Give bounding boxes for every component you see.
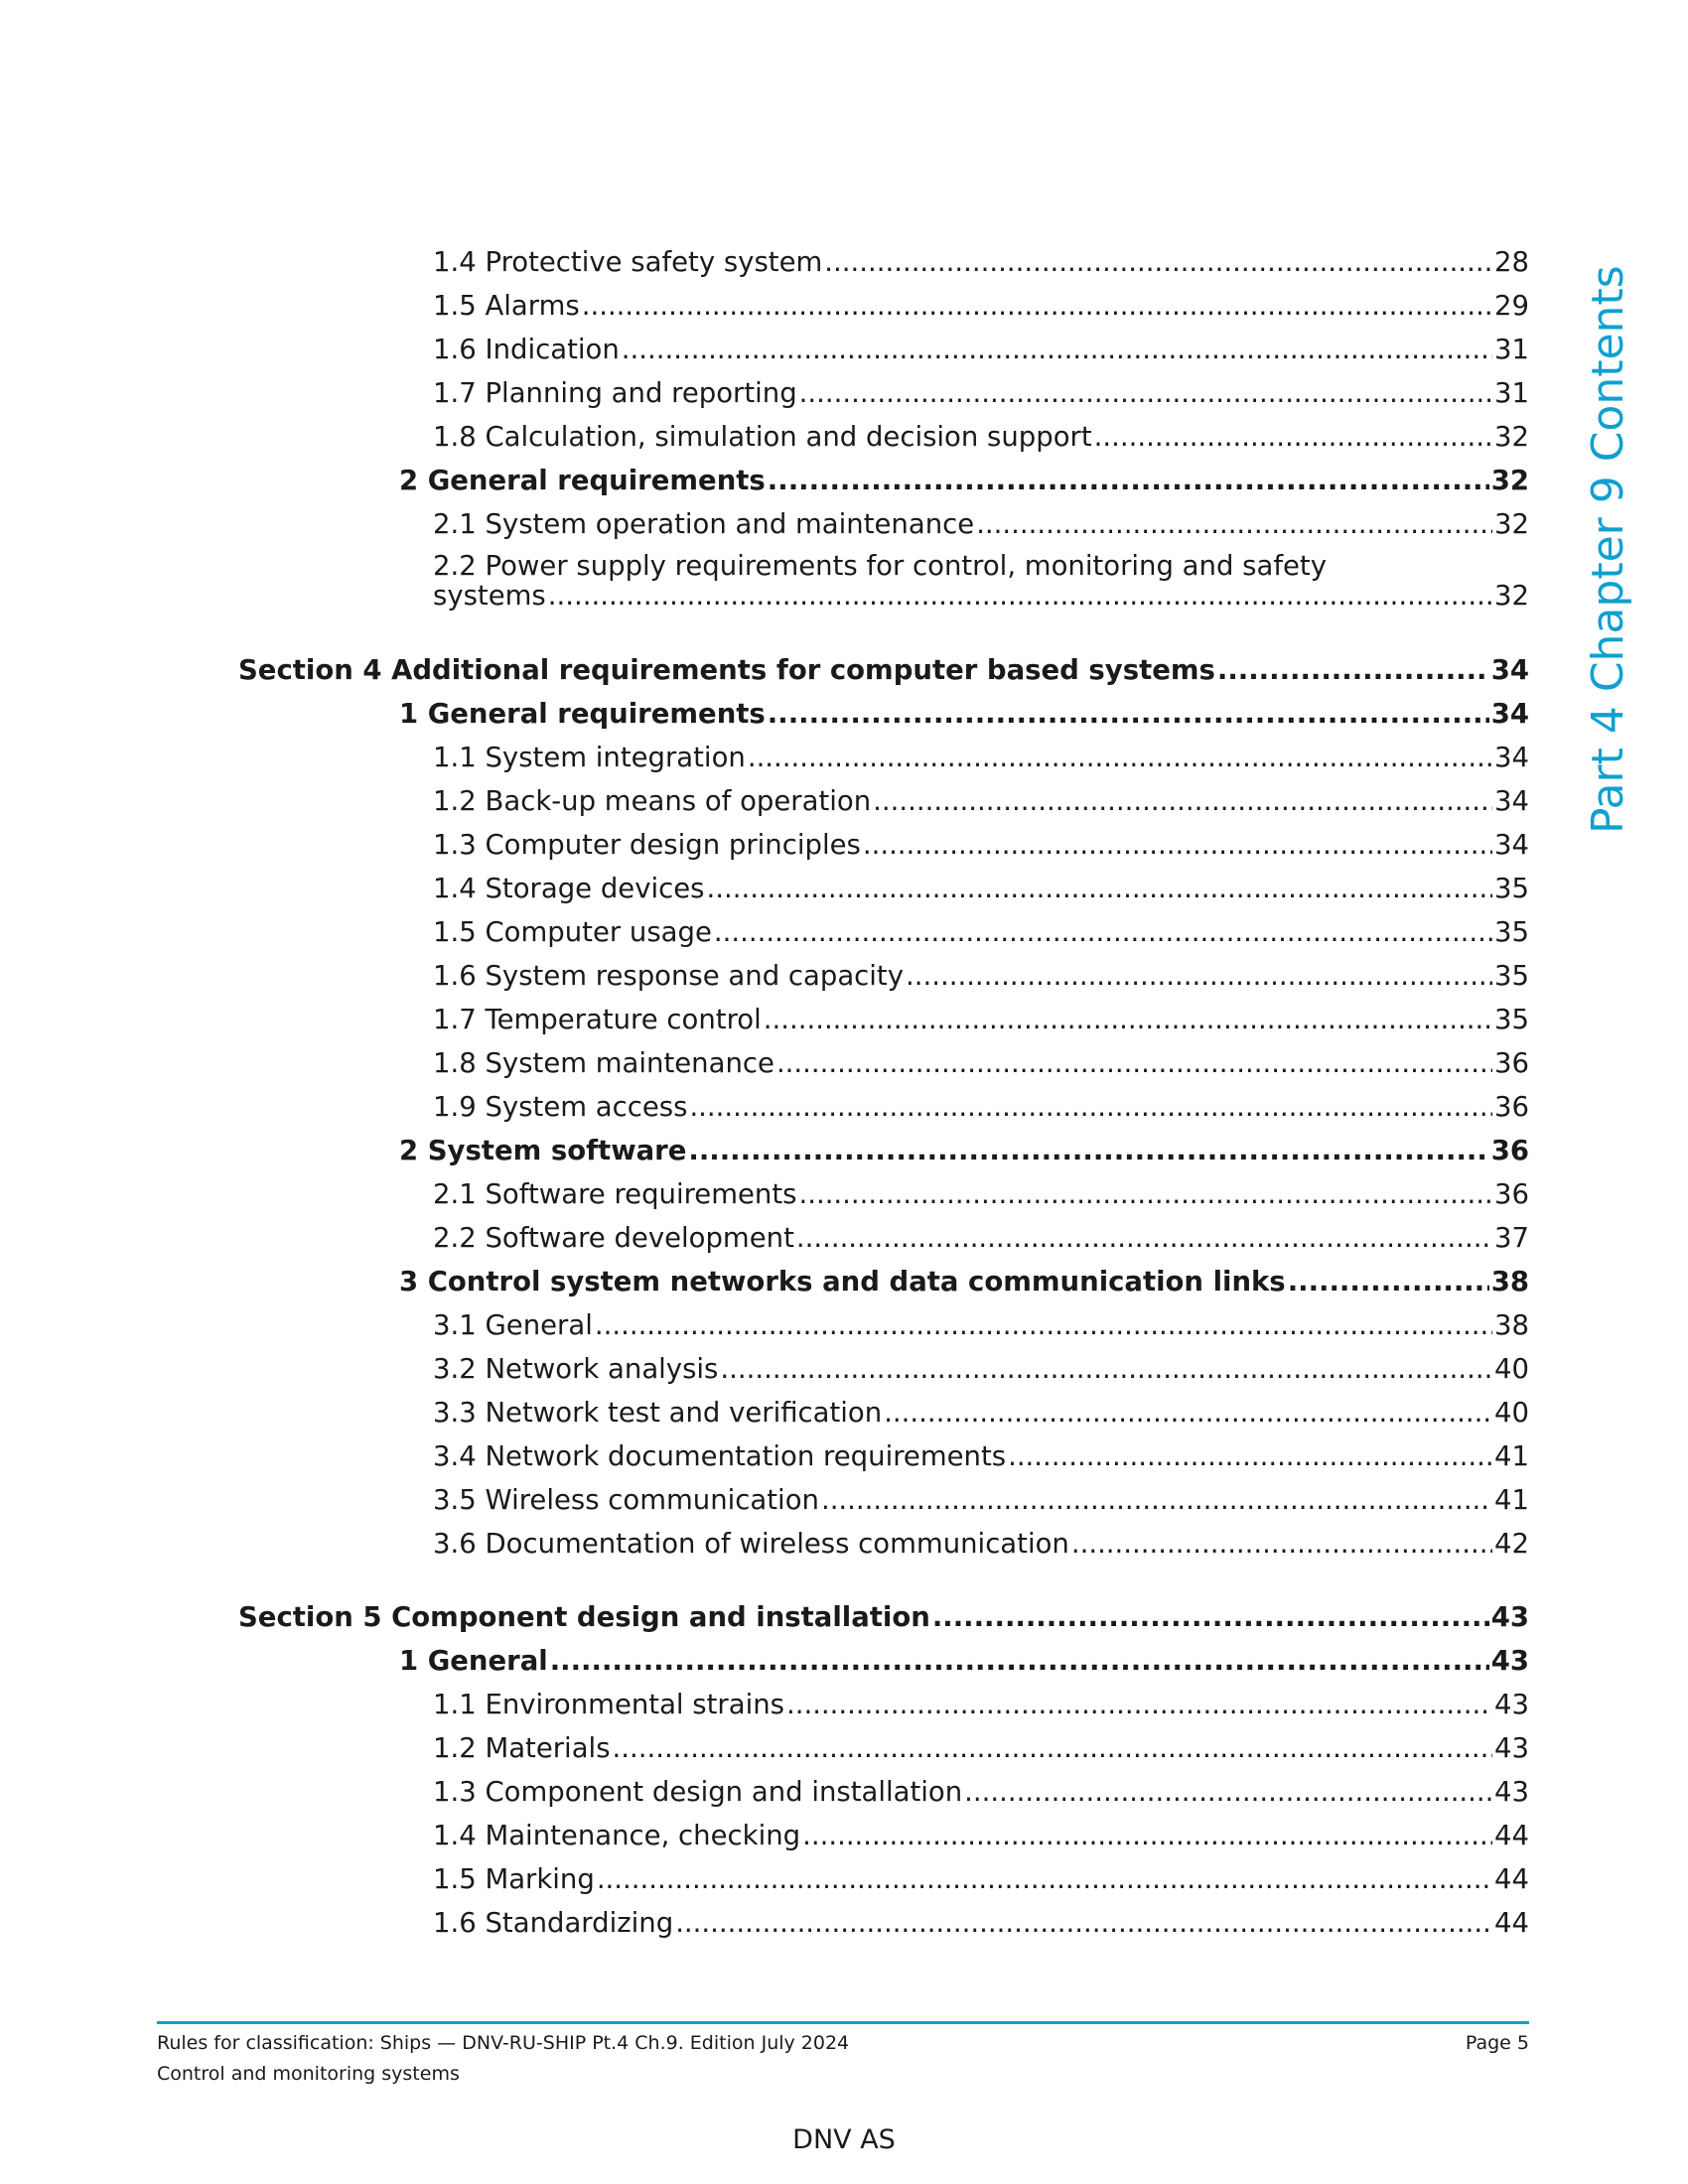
toc-entry-label: 3.4 Network documentation requirements <box>433 1440 1007 1472</box>
toc-entry-page: 43 <box>1490 1601 1529 1633</box>
dot-leader <box>597 1862 1492 1896</box>
toc-entry[interactable] <box>399 1642 1529 1678</box>
toc-entry-page: 32 <box>1494 421 1529 453</box>
toc-entry[interactable] <box>433 1481 1529 1517</box>
toc-entry-label: 1 General <box>399 1645 548 1677</box>
toc-entry-page: 34 <box>1494 742 1529 773</box>
footer-divider <box>157 2021 1529 2024</box>
dot-leader <box>1217 653 1489 687</box>
toc-entry-label: Section 4 Additional requirements for computer based systems <box>238 654 1215 686</box>
toc-entry-label: 2.2 Power supply requirements for control, monitoring and safety <box>433 550 1327 582</box>
toc-entry[interactable] <box>433 1394 1529 1430</box>
toc-entry-page: 34 <box>1494 785 1529 817</box>
toc-entry-label: 1 General requirements <box>399 698 766 730</box>
footer-chapter-title: Control and monitoring systems <box>157 2063 460 2085</box>
toc-entry-page: 40 <box>1494 1397 1529 1429</box>
toc-entry-label: 1.7 Temperature control <box>433 1004 762 1035</box>
toc-entry-label: 3.1 General <box>433 1309 593 1341</box>
toc-entry-label: 3.3 Network test and verification <box>433 1397 883 1429</box>
dot-leader <box>802 1819 1492 1852</box>
toc-entry-page: 43 <box>1494 1732 1529 1764</box>
dot-leader <box>932 1600 1489 1634</box>
toc-entry[interactable] <box>433 551 1529 611</box>
toc-entry-label: 1.7 Planning and reporting <box>433 377 797 409</box>
toc-entry[interactable] <box>433 1044 1529 1080</box>
toc-entry-page: 35 <box>1494 916 1529 948</box>
dot-leader <box>714 915 1492 949</box>
toc-entry-page: 36 <box>1490 1135 1529 1166</box>
toc-entry-page: 43 <box>1490 1645 1529 1677</box>
toc-entry[interactable] <box>433 826 1529 862</box>
toc-entry-page: 44 <box>1494 1907 1529 1939</box>
toc-entry-page: 40 <box>1494 1353 1529 1385</box>
toc-entry[interactable] <box>433 913 1529 949</box>
toc-entry-label: 1.6 System response and capacity <box>433 960 904 992</box>
dot-leader <box>706 872 1492 905</box>
toc-entry-page: 32 <box>1494 508 1529 540</box>
toc-entry-page: 34 <box>1494 829 1529 861</box>
toc-entry-label: 1.4 Maintenance, checking <box>433 1820 801 1851</box>
dot-leader <box>768 697 1489 731</box>
toc-entry[interactable] <box>433 1773 1529 1809</box>
toc-entry-label: 1.1 System integration <box>433 742 746 773</box>
toc-entry-page: 38 <box>1490 1266 1529 1297</box>
company-name: DNV AS <box>792 2124 896 2155</box>
dot-leader <box>863 828 1492 862</box>
toc-entry[interactable] <box>433 1350 1529 1386</box>
dot-leader <box>884 1396 1492 1430</box>
toc-entry-label: 3.5 Wireless communication <box>433 1484 819 1516</box>
toc-entry-page: 41 <box>1494 1440 1529 1472</box>
dot-leader <box>976 507 1492 541</box>
toc-entry-label: 1.5 Computer usage <box>433 916 712 948</box>
toc-entry[interactable] <box>433 418 1529 454</box>
toc-entry[interactable] <box>399 462 1529 497</box>
toc-entry-page: 44 <box>1494 1863 1529 1895</box>
toc-entry[interactable] <box>433 1437 1529 1473</box>
dot-leader <box>821 1483 1492 1517</box>
dot-leader <box>595 1308 1492 1342</box>
dot-leader <box>1288 1265 1489 1298</box>
toc-entry-page: 34 <box>1490 698 1529 730</box>
dot-leader <box>873 784 1492 818</box>
toc-entry[interactable] <box>433 1175 1529 1211</box>
toc-entry-page: 35 <box>1494 960 1529 992</box>
toc-entry[interactable] <box>433 1686 1529 1721</box>
toc-entry[interactable] <box>399 695 1529 731</box>
dot-leader <box>675 1906 1492 1940</box>
toc-entry-label: 1.9 System access <box>433 1091 688 1123</box>
dot-leader <box>1094 420 1492 454</box>
toc-entry-label: 2.1 System operation and maintenance <box>433 508 975 540</box>
toc-entry[interactable] <box>433 870 1529 905</box>
toc-entry-page: 31 <box>1494 377 1529 409</box>
toc-entry-label: 1.3 Computer design principles <box>433 829 861 861</box>
toc-entry-page: 35 <box>1494 1004 1529 1035</box>
dot-leader <box>748 741 1492 774</box>
toc-entry[interactable] <box>433 1001 1529 1036</box>
toc-entry-label: 3.2 Network analysis <box>433 1353 719 1385</box>
toc-entry-label: 3 Control system networks and data communication links <box>399 1266 1286 1297</box>
toc-entry-label: 2 General requirements <box>399 465 766 496</box>
toc-entry-page: 38 <box>1494 1309 1529 1341</box>
toc-entry-page: 36 <box>1494 1047 1529 1079</box>
dot-leader <box>786 1688 1492 1721</box>
footer-page-number: Page 5 <box>1465 2032 1529 2054</box>
toc-entry[interactable] <box>433 331 1529 366</box>
toc-entry-page: 36 <box>1494 1091 1529 1123</box>
toc-entry[interactable] <box>399 1263 1529 1298</box>
toc-entry[interactable] <box>433 782 1529 818</box>
toc-entry-page: 43 <box>1494 1776 1529 1808</box>
toc-entry[interactable] <box>433 1817 1529 1852</box>
dot-leader <box>582 289 1492 323</box>
toc-entry-label: 1.3 Component design and installation <box>433 1776 963 1808</box>
dot-leader <box>799 376 1492 410</box>
dot-leader <box>688 1134 1488 1167</box>
toc-entry-label-continued: systems <box>433 580 546 612</box>
side-title-text: Part 4 Chapter 9 Contents <box>1583 265 1633 834</box>
toc-entry-label: 1.4 Protective safety system <box>433 246 823 278</box>
toc-section[interactable] <box>238 1598 1529 1634</box>
toc-entry-page: 36 <box>1494 1178 1529 1210</box>
toc-entry-label: 1.5 Marking <box>433 1863 595 1895</box>
toc-entry-label: 2 System software <box>399 1135 687 1166</box>
toc-entry[interactable] <box>433 1860 1529 1896</box>
dot-leader <box>613 1731 1492 1765</box>
toc-entry-page: 42 <box>1494 1528 1529 1560</box>
toc-entry[interactable] <box>433 505 1529 541</box>
toc-entry[interactable] <box>433 1729 1529 1765</box>
toc-entry-label: 1.6 Standardizing <box>433 1907 674 1939</box>
toc-entry-page: 34 <box>1490 654 1529 686</box>
toc-entry-label: 1.5 Alarms <box>433 290 580 322</box>
dot-leader <box>796 1221 1492 1255</box>
dot-leader <box>964 1775 1492 1809</box>
toc-entry-label: 1.8 Calculation, simulation and decision support <box>433 421 1092 453</box>
dot-leader <box>798 1177 1492 1211</box>
toc-entry[interactable] <box>433 1904 1529 1940</box>
toc-entry[interactable] <box>433 739 1529 774</box>
dot-leader <box>764 1003 1492 1036</box>
toc-entry[interactable] <box>433 1306 1529 1342</box>
toc-entry-label: 3.6 Documentation of wireless communication <box>433 1528 1069 1560</box>
footer-document-title: Rules for classification: Ships — DNV-RU-SHIP Pt.4 Ch.9. Edition July 2024 <box>157 2032 850 2054</box>
toc-entry[interactable] <box>433 287 1529 323</box>
toc-entry-page: 28 <box>1494 246 1529 278</box>
dot-leader <box>776 1046 1492 1080</box>
toc-entry[interactable] <box>433 243 1529 279</box>
toc-entry-page: 35 <box>1494 873 1529 904</box>
toc-entry[interactable] <box>433 957 1529 993</box>
dot-leader <box>550 1644 1489 1678</box>
toc-entry[interactable] <box>433 374 1529 410</box>
toc-entry-label: 1.8 System maintenance <box>433 1047 774 1079</box>
dot-leader <box>548 581 1492 611</box>
toc-entry-page: 37 <box>1494 1222 1529 1254</box>
toc-entry-label: 1.1 Environmental strains <box>433 1689 784 1720</box>
toc-entry-page: 31 <box>1494 334 1529 365</box>
toc-entry-page: 41 <box>1494 1484 1529 1516</box>
toc-entry[interactable] <box>433 1219 1529 1255</box>
dot-leader <box>720 1352 1492 1386</box>
toc-entry-label: 1.2 Materials <box>433 1732 611 1764</box>
dot-leader <box>622 333 1492 366</box>
toc-entry-label: 1.6 Indication <box>433 334 620 365</box>
toc-entry[interactable] <box>433 1088 1529 1124</box>
toc-entry[interactable] <box>399 1132 1529 1167</box>
toc-entry-label: 1.4 Storage devices <box>433 873 705 904</box>
toc-section[interactable] <box>238 651 1529 687</box>
toc-entry-label: 2.2 Software development <box>433 1222 794 1254</box>
dot-leader <box>824 245 1492 279</box>
toc-entry-label: Section 5 Component design and installation <box>238 1601 930 1633</box>
toc-entry-page: 32 <box>1490 465 1529 496</box>
toc-entry-page: 44 <box>1494 1820 1529 1851</box>
toc-entry[interactable] <box>433 1525 1529 1561</box>
dot-leader <box>768 464 1489 497</box>
toc-entry-label: 1.2 Back-up means of operation <box>433 785 872 817</box>
dot-leader <box>1071 1527 1492 1561</box>
dot-leader <box>1008 1439 1492 1473</box>
toc-entry-label: 2.1 Software requirements <box>433 1178 797 1210</box>
toc-entry-page: 29 <box>1494 290 1529 322</box>
toc-entry-page: 32 <box>1494 580 1529 612</box>
toc-entry-page: 43 <box>1494 1689 1529 1720</box>
dot-leader <box>906 959 1492 993</box>
dot-leader <box>689 1090 1492 1124</box>
